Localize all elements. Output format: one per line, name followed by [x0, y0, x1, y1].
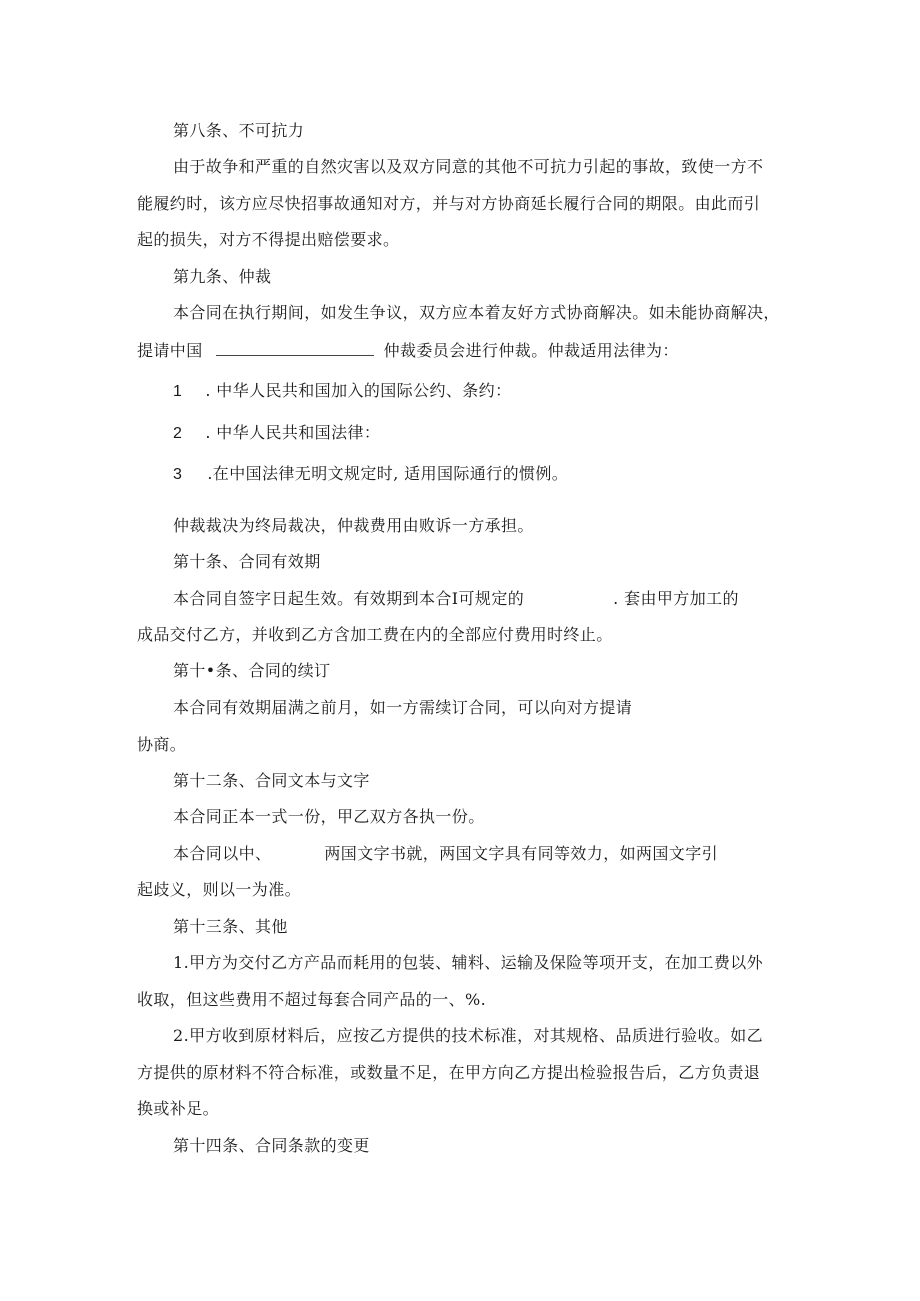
article-8-line-3: 起的损失，对方不得提出赔偿要求。 [137, 230, 400, 249]
article-12-line-3: 起歧义，则以一为准。 [137, 880, 302, 899]
article-12-line-2 [173, 843, 718, 865]
article-11-line-1: 本合同有效期届满之前月，如一方需续订合同，可以向对方提请 [173, 698, 633, 717]
article-8-heading: 第八条、不可抗力 [173, 121, 305, 140]
item-number: 3 [173, 466, 183, 483]
article-9-line-2-start: 提请中国 [137, 341, 203, 360]
article-12-line-2-end: 两国文字书就，两国文字具有同等效力，如两国文字引 [324, 844, 719, 863]
article-14-heading: 第十四条、合同条款的变更 [173, 1136, 370, 1155]
article-11-line-2: 协商。 [137, 735, 187, 754]
article-9-line-2-end: 仲裁委员会进行仲裁。仲裁适用法律为： [383, 341, 679, 360]
article-10-line-2: 成品交付乙方，并收到乙方含加工费在内的全部应付费用时终止。 [137, 625, 613, 644]
item-text: . 中华人民共和国加入的国际公约、条约： [205, 381, 512, 400]
article-9-item-1 [173, 380, 512, 403]
article-9-heading: 第九条、仲裁 [173, 267, 272, 286]
article-13-heading: 第十三条、其他 [173, 917, 288, 936]
article-10-line-1 [173, 588, 739, 610]
arbitration-commission-blank[interactable] [216, 339, 374, 356]
article-9-line-1: 本合同在执行期间，如发生争议，双方应本着友好方式协商解决。如未能协商解决， [173, 303, 780, 322]
article-12-heading: 第十二条、合同文本与文字 [173, 771, 370, 790]
article-9-line-2 [137, 339, 679, 362]
item-text: . 中华人民共和国法律： [205, 423, 381, 442]
item-number: 1 [173, 383, 183, 400]
article-9-item-3 [173, 463, 568, 486]
article-12-line-1: 本合同正本一式一份，甲乙双方各执一份。 [173, 807, 485, 826]
article-12-line-2-start: 本合同以中、 [173, 844, 272, 863]
article-8-line-2: 能履约时，该方应尽快招事故通知对方，并与对方协商延长履行合同的期限。由此而引 [137, 194, 761, 213]
article-9-final: 仲裁裁决为终局裁决，仲裁费用由败诉一方承担。 [173, 516, 534, 535]
article-9-item-2 [173, 422, 380, 445]
article-13-para-2-line-3: 换或补足。 [137, 1099, 220, 1118]
article-10-line-1-start: 本合同自签字日起生效。有效期到本合I可规定的 [173, 589, 525, 608]
article-10-line-1-end: . 套由甲方加工的 [613, 589, 739, 608]
article-11-heading: 第十•条、合同的续订 [173, 661, 331, 680]
item-number: 2 [173, 425, 183, 442]
article-10-heading: 第十条、合同有效期 [173, 552, 321, 571]
article-13-para-2-line-2: 方提供的原材料不符合标准，或数量不足，在甲方向乙方提出检验报告后，乙方负责退 [137, 1063, 761, 1082]
article-8-line-1: 由于故争和严重的自然灾害以及双方同意的其他不可抗力引起的事故，致使一方不 [173, 157, 764, 176]
article-13-para-1-line-1: 1.甲方为交付乙方产品而耗用的包装、辅料、运输及保险等项开支，在加工费以外 [173, 953, 764, 972]
item-text: .在中国法律无明文规定时, 适用国际通行的惯例。 [207, 464, 569, 483]
article-13-para-1-line-2: 收取，但这些费用不超过每套合同产品的一、%. [137, 990, 487, 1009]
article-13-para-2-line-1: 2.甲方收到原材料后，应按乙方提供的技术标准，对其规格、品质进行验收。如乙 [173, 1026, 764, 1045]
